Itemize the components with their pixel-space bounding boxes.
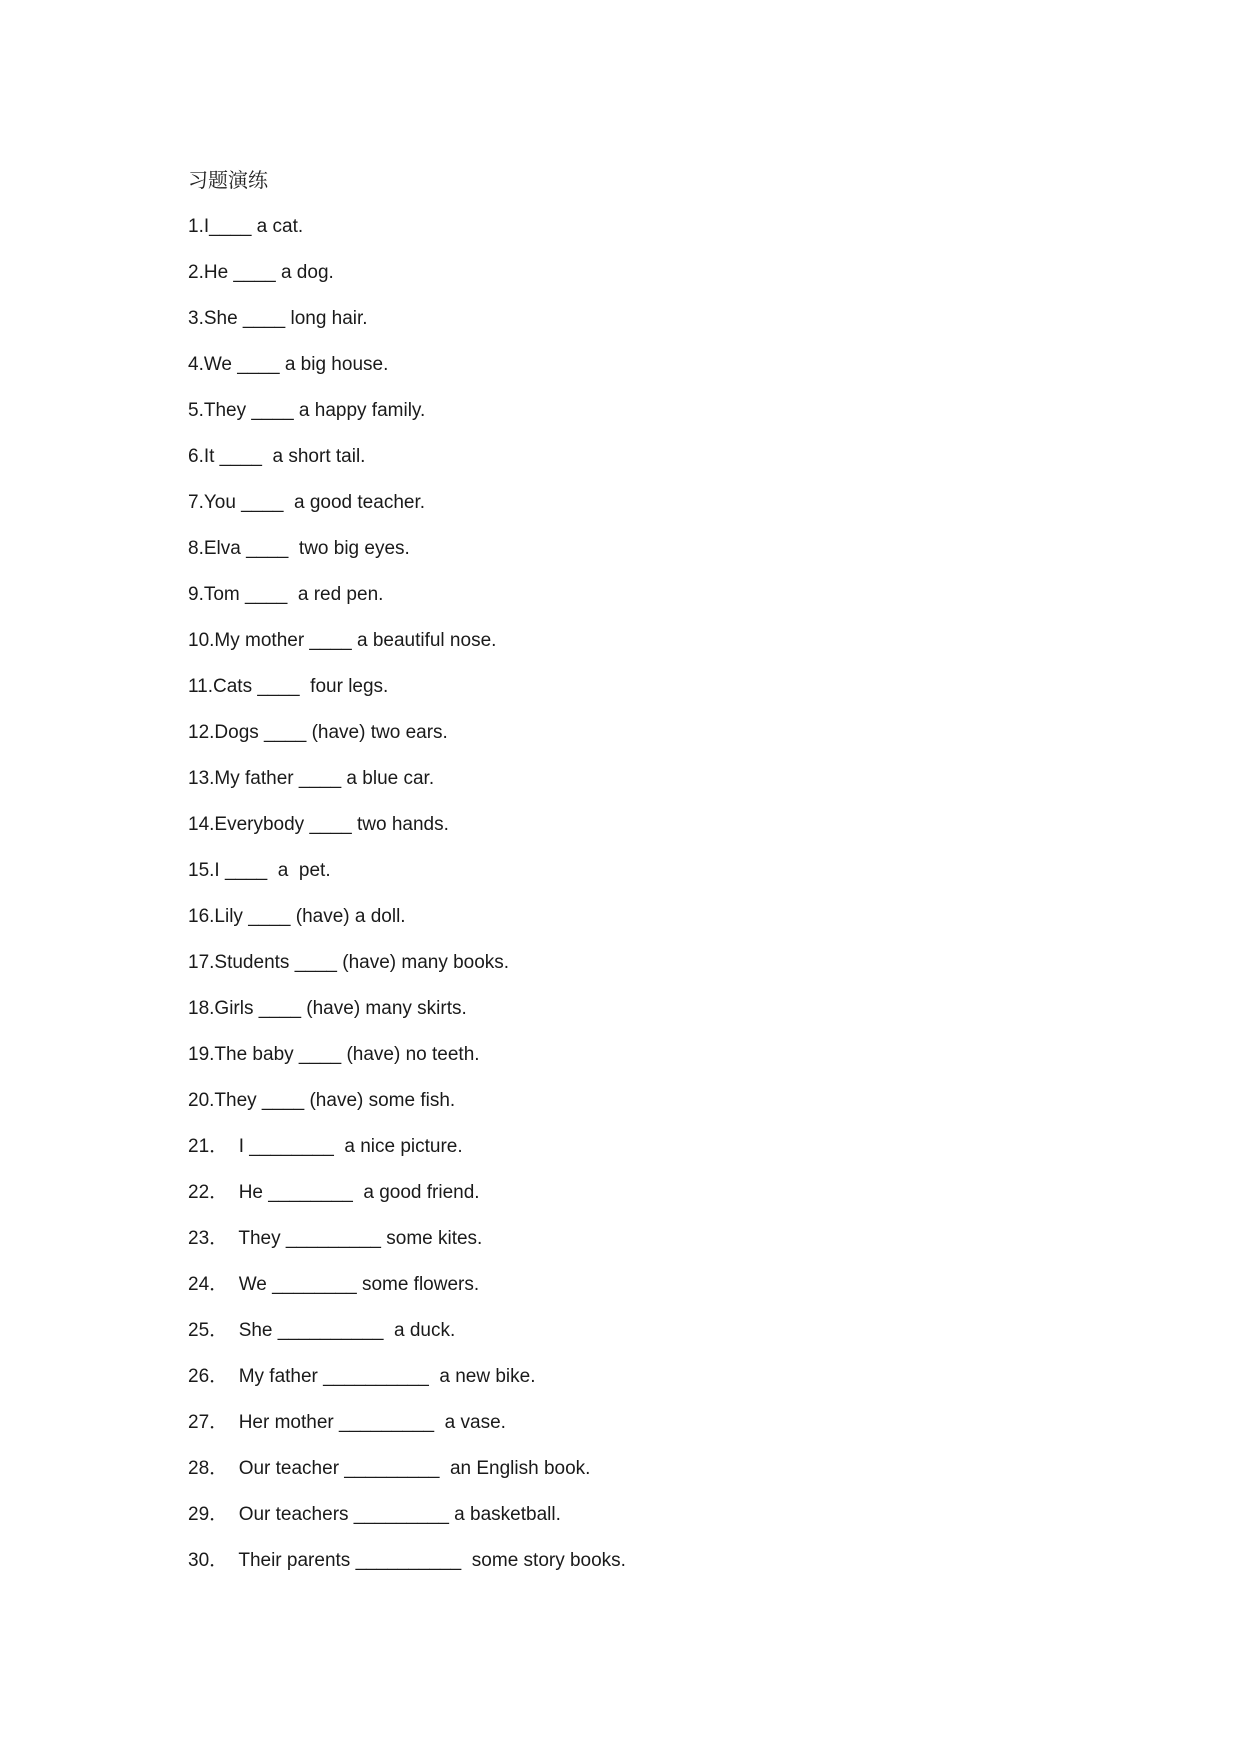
worksheet-heading: 习题演练 xyxy=(188,168,268,192)
exercise-item-9: 9.Tom ____ a red pen. xyxy=(188,584,384,605)
exercise-item-17: 17.Students ____ (have) many books. xyxy=(188,952,510,973)
exercise-item-12: 12.Dogs ____ (have) two ears. xyxy=(188,722,448,743)
exercise-item-14: 14.Everybody ____ two hands. xyxy=(188,814,449,835)
exercise-item-25: 25． She __________ a duck. xyxy=(188,1320,456,1341)
exercise-item-24: 24． We ________ some flowers. xyxy=(188,1274,480,1295)
exercise-item-22: 22． He ________ a good friend. xyxy=(188,1182,480,1203)
exercise-item-6: 6.It ____ a short tail. xyxy=(188,446,366,467)
exercise-item-7: 7.You ____ a good teacher. xyxy=(188,492,426,513)
exercise-item-27: 27． Her mother _________ a vase. xyxy=(188,1412,506,1433)
exercise-item-21: 21． I ________ a nice picture. xyxy=(188,1136,463,1157)
exercise-item-4: 4.We ____ a big house. xyxy=(188,354,389,375)
exercise-item-3: 3.She ____ long hair. xyxy=(188,308,368,329)
exercise-item-5: 5.They ____ a happy family. xyxy=(188,400,426,421)
exercise-item-20: 20.They ____ (have) some fish. xyxy=(188,1090,456,1111)
exercise-item-11: 11.Cats ____ four legs. xyxy=(188,676,389,697)
exercise-item-29: 29． Our teachers _________ a basketball. xyxy=(188,1504,561,1525)
exercise-item-2: 2.He ____ a dog. xyxy=(188,262,334,283)
exercise-item-28: 28． Our teacher _________ an English book. xyxy=(188,1458,591,1479)
exercise-item-26: 26． My father __________ a new bike. xyxy=(188,1366,536,1387)
exercise-item-8: 8.Elva ____ two big eyes. xyxy=(188,538,410,559)
exercise-item-16: 16.Lily ____ (have) a doll. xyxy=(188,906,406,927)
exercise-list xyxy=(188,212,626,1592)
exercise-item-19: 19.The baby ____ (have) no teeth. xyxy=(188,1044,480,1065)
exercise-item-30: 30． Their parents __________ some story books. xyxy=(188,1550,626,1571)
exercise-item-15: 15.I ____ a pet. xyxy=(188,860,331,881)
exercise-item-13: 13.My father ____ a blue car. xyxy=(188,768,435,789)
exercise-item-18: 18.Girls ____ (have) many skirts. xyxy=(188,998,467,1019)
exercise-item-10: 10.My mother ____ a beautiful nose. xyxy=(188,630,497,651)
exercise-item-1: 1.I____ a cat. xyxy=(188,216,304,237)
exercise-item-23: 23． They _________ some kites. xyxy=(188,1228,483,1249)
